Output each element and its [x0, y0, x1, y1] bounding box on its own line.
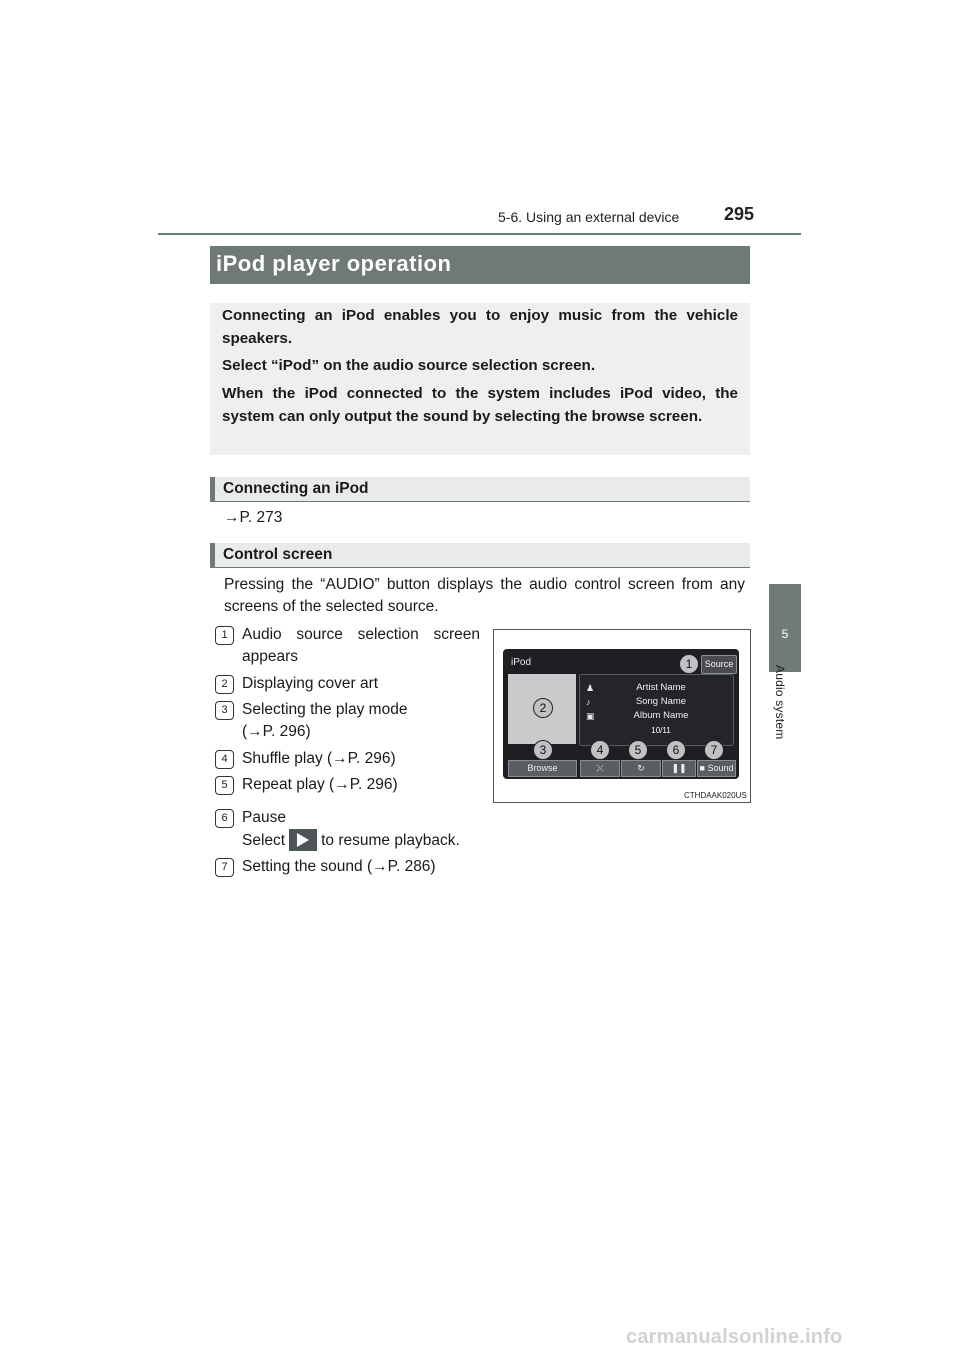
- list-item: [242, 807, 460, 852]
- intro-paragraph: Select “iPod” on the audio source selection screen.: [222, 357, 596, 374]
- repeat-button[interactable]: [621, 760, 661, 777]
- screen-source-label: iPod: [511, 657, 532, 668]
- figure-code: CTHDAAK020US: [684, 791, 747, 800]
- repeat-icon: ↻: [637, 763, 645, 773]
- callout-7: 7: [704, 740, 724, 760]
- list-item: [242, 699, 407, 743]
- subheading-control-screen: [210, 543, 750, 568]
- item-number-badge: 1: [215, 626, 234, 645]
- subheading-bar: [210, 477, 215, 501]
- item-number-badge: 7: [215, 858, 234, 877]
- item-number-badge: 5: [215, 776, 234, 795]
- list-item: Displaying cover art: [242, 675, 379, 692]
- artist-icon: ♟: [586, 683, 595, 693]
- control-description: Pressing the “AUDIO” button displays the audio control screen from any screens of the selected source.: [224, 576, 745, 615]
- item-number-badge: 4: [215, 750, 234, 769]
- album-name: Album Name: [633, 710, 689, 721]
- intro-paragraph: When the iPod connected to the system includes iPod video, the system can only output the sound by selecting the browse screen.: [222, 385, 738, 425]
- watermark: carmanualsonline.info: [626, 1326, 843, 1348]
- pause-icon: ❚❚: [671, 763, 687, 773]
- subheading-bar: [210, 543, 215, 567]
- track-count: 10/11: [651, 726, 671, 735]
- list-item-text: Audio source selection screen: [242, 626, 480, 643]
- list-item-text: appears: [242, 648, 299, 665]
- subheading-text: Control screen: [223, 546, 333, 563]
- music-note-icon: ♪: [586, 697, 591, 707]
- list-item: Repeat play (→P. 296): [242, 776, 398, 793]
- sound-button-label: Sound: [707, 763, 734, 773]
- pause-button[interactable]: [662, 760, 696, 777]
- subheading-connecting: [210, 477, 750, 502]
- list-item-text: Select: [242, 832, 286, 849]
- subheading-text: Connecting an iPod: [223, 480, 369, 497]
- album-icon: ▣: [586, 711, 595, 721]
- callout-5: 5: [628, 740, 648, 760]
- section-title: 5-6. Using an external device: [498, 209, 680, 225]
- chapter-label: [773, 665, 797, 785]
- artist-name: Artist Name: [636, 682, 686, 693]
- callout-1: 1: [679, 654, 699, 674]
- sound-button[interactable]: [697, 760, 736, 777]
- list-item: Setting the sound (→P. 286): [242, 858, 436, 875]
- chapter-label-text: Audio system: [773, 665, 787, 740]
- callout-3: 3: [533, 740, 553, 760]
- item-number-badge: 6: [215, 809, 234, 828]
- page-title: iPod player operation: [216, 251, 452, 276]
- play-button-icon: [289, 829, 317, 851]
- list-item-text: to resume playback.: [321, 832, 460, 849]
- list-item-reference[interactable]: (→P. 296): [242, 723, 311, 740]
- header-rule: [158, 233, 801, 235]
- item-number-badge: 3: [215, 701, 234, 720]
- reference-link[interactable]: →P. 273: [224, 509, 283, 526]
- list-item-text: Pause: [242, 809, 286, 826]
- callout-2: 2: [533, 698, 553, 718]
- speaker-icon: ■: [699, 763, 705, 773]
- browse-button[interactable]: Browse: [508, 760, 577, 777]
- song-name: Song Name: [635, 696, 687, 707]
- callout-6: 6: [666, 740, 686, 760]
- list-item: Shuffle play (→P. 296): [242, 750, 396, 767]
- list-item-text: Selecting the play mode: [242, 701, 408, 718]
- intro-paragraph: Connecting an iPod enables you to enjoy music from the vehicle speakers.: [222, 307, 738, 347]
- shuffle-icon: ⤬: [596, 763, 604, 773]
- page-number: 295: [724, 204, 755, 224]
- chapter-number: 5: [781, 627, 789, 641]
- shuffle-button[interactable]: [580, 760, 620, 777]
- item-number-badge: 2: [215, 675, 234, 694]
- list-item: [242, 624, 480, 668]
- callout-4: 4: [590, 740, 610, 760]
- source-button[interactable]: Source: [701, 655, 737, 674]
